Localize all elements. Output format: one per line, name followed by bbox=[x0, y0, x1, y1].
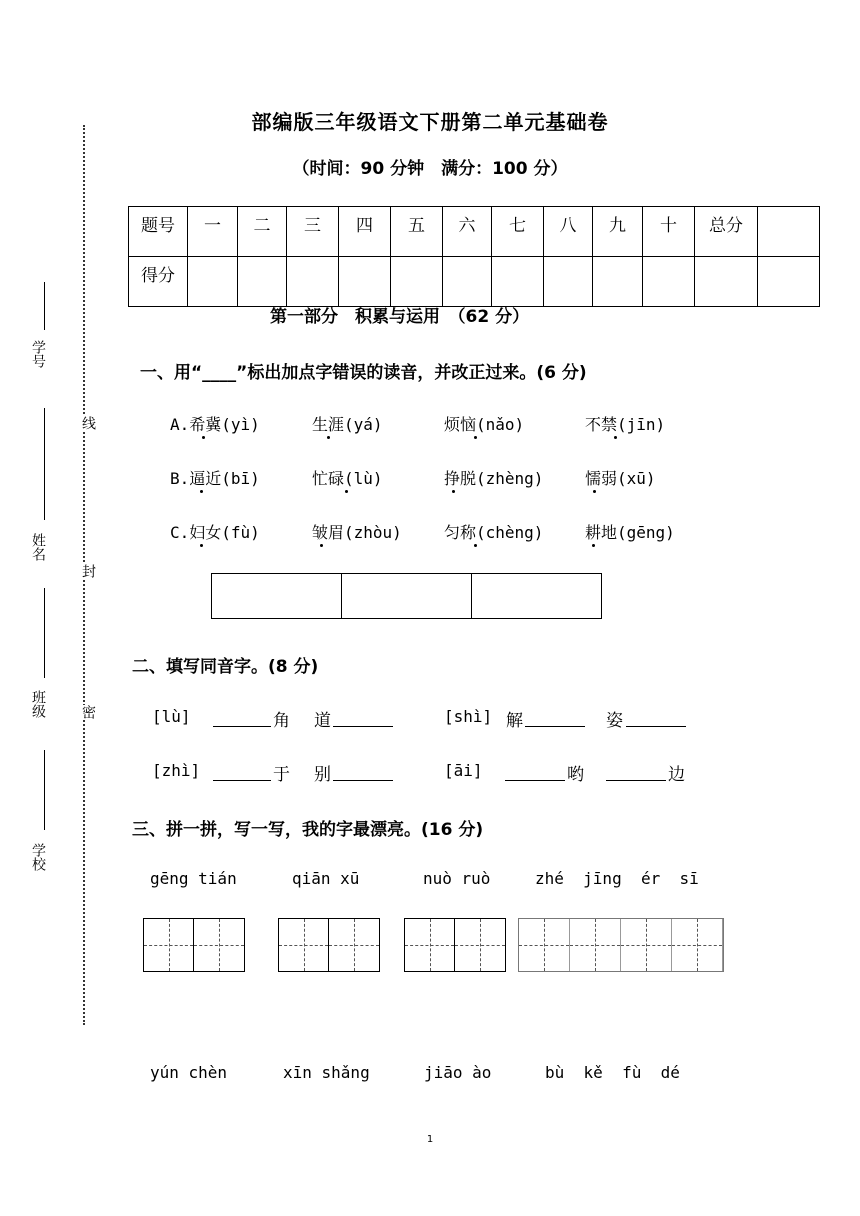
score-input-cell[interactable] bbox=[695, 257, 758, 307]
margin-label-name: 姓名 bbox=[30, 533, 46, 561]
score-input-cell[interactable] bbox=[339, 257, 391, 307]
emphasis-dot bbox=[614, 436, 617, 439]
table-cell: 八 bbox=[544, 207, 593, 257]
writing-grid[interactable] bbox=[278, 918, 380, 972]
table-cell: 四 bbox=[339, 207, 391, 257]
q1-option: 忙碌(lù) bbox=[312, 469, 383, 488]
table-cell: 二 bbox=[238, 207, 287, 257]
q2-char: 解 bbox=[506, 711, 523, 731]
blank-field[interactable] bbox=[606, 762, 666, 781]
q1-option: 挣脱(zhèng) bbox=[444, 469, 544, 488]
margin-label-class: 班级 bbox=[30, 690, 46, 718]
margin-blank-school bbox=[44, 750, 45, 830]
score-input-cell[interactable] bbox=[443, 257, 492, 307]
margin-blank-class bbox=[44, 588, 45, 678]
grid-cell[interactable] bbox=[144, 919, 194, 971]
table-cell: 三 bbox=[287, 207, 339, 257]
emphasis-dot bbox=[200, 490, 203, 493]
table-cell: 得分 bbox=[129, 257, 188, 307]
q1-option: 生涯(yá) bbox=[312, 415, 383, 434]
grid-cell[interactable] bbox=[519, 919, 570, 971]
emphasis-dot bbox=[474, 544, 477, 547]
margin-label-line: 线 bbox=[80, 416, 96, 430]
score-input-cell[interactable] bbox=[188, 257, 238, 307]
score-input-cell[interactable] bbox=[391, 257, 443, 307]
q1-option: 耕地(gēng) bbox=[585, 523, 675, 542]
grid-cell[interactable] bbox=[194, 919, 244, 971]
q1-option: 皱眉(zhòu) bbox=[312, 523, 402, 542]
emphasis-dot bbox=[327, 436, 330, 439]
grid-cell[interactable] bbox=[329, 919, 379, 971]
q2-pinyin: [āi] bbox=[444, 761, 483, 780]
page-number: 1 bbox=[426, 1134, 434, 1145]
table-cell: 九 bbox=[593, 207, 643, 257]
score-input-cell[interactable] bbox=[593, 257, 643, 307]
q1-option: 懦弱(xū) bbox=[585, 469, 656, 488]
table-cell bbox=[758, 207, 820, 257]
emphasis-dot bbox=[202, 436, 205, 439]
part1-title: 第一部分 积累与运用 （62 分） bbox=[270, 307, 530, 327]
blank-field[interactable] bbox=[213, 762, 271, 781]
q3-pinyin: bù kě fù dé bbox=[545, 1063, 680, 1082]
grid-cell[interactable] bbox=[405, 919, 455, 971]
q1-option: C.妇女(fù) bbox=[170, 523, 260, 542]
score-input-cell[interactable] bbox=[758, 257, 820, 307]
q3-pinyin: zhé jīng ér sī bbox=[535, 869, 699, 888]
margin-label-secret: 密 bbox=[80, 705, 96, 719]
blank-field[interactable] bbox=[213, 708, 271, 727]
q1-title: 一、用“____”标出加点字错误的读音，并改正过来。(6 分) bbox=[140, 363, 587, 383]
emphasis-dot bbox=[452, 490, 455, 493]
score-table bbox=[128, 206, 820, 307]
blank-field[interactable] bbox=[333, 762, 393, 781]
emphasis-dot bbox=[345, 490, 348, 493]
blank-field[interactable] bbox=[505, 762, 565, 781]
q1-option: A.希冀(yì) bbox=[170, 415, 260, 434]
writing-grid[interactable] bbox=[404, 918, 506, 972]
q2-title: 二、填写同音字。(8 分) bbox=[132, 657, 319, 677]
q3-pinyin: nuò ruò bbox=[423, 869, 491, 888]
q3-pinyin: yún chèn bbox=[150, 1063, 228, 1082]
margin-label-seal: 封 bbox=[80, 564, 96, 578]
blank-field[interactable] bbox=[626, 708, 686, 727]
q2-char: 姿 bbox=[606, 711, 623, 731]
table-cell: 十 bbox=[643, 207, 695, 257]
q1-option: 烦恼(nǎo) bbox=[444, 415, 525, 434]
writing-grid[interactable] bbox=[518, 918, 724, 972]
q2-char: 角 bbox=[273, 711, 290, 731]
q2-pinyin: [zhì] bbox=[152, 761, 201, 780]
q2-pinyin: [lù] bbox=[152, 707, 191, 726]
answer-cell[interactable] bbox=[212, 574, 342, 618]
q3-pinyin: jiāo ào bbox=[424, 1063, 492, 1082]
grid-cell[interactable] bbox=[621, 919, 672, 971]
grid-cell[interactable] bbox=[279, 919, 329, 971]
writing-grid[interactable] bbox=[143, 918, 245, 972]
q2-char: 道 bbox=[314, 711, 331, 731]
margin-blank-name bbox=[44, 408, 45, 520]
q1-option: 匀称(chèng) bbox=[444, 523, 544, 542]
score-input-cell[interactable] bbox=[287, 257, 339, 307]
score-input-cell[interactable] bbox=[643, 257, 695, 307]
table-cell: 题号 bbox=[129, 207, 188, 257]
table-cell: 五 bbox=[391, 207, 443, 257]
q1-answer-box[interactable] bbox=[211, 573, 602, 619]
grid-cell[interactable] bbox=[455, 919, 505, 971]
page-subtitle: （时间：90 分钟 满分：100 分） bbox=[292, 159, 568, 179]
emphasis-dot bbox=[320, 544, 323, 547]
score-table-header-row bbox=[129, 207, 820, 257]
emphasis-dot bbox=[592, 544, 595, 547]
table-cell: 总分 bbox=[695, 207, 758, 257]
q1-option: 不禁(jīn) bbox=[585, 415, 666, 434]
score-input-cell[interactable] bbox=[544, 257, 593, 307]
table-cell: 一 bbox=[188, 207, 238, 257]
q3-pinyin: qiān xū bbox=[292, 869, 360, 888]
answer-cell[interactable] bbox=[472, 574, 601, 618]
q3-title: 三、拼一拼，写一写，我的字最漂亮。(16 分) bbox=[132, 820, 484, 840]
answer-cell[interactable] bbox=[342, 574, 472, 618]
blank-field[interactable] bbox=[525, 708, 585, 727]
q1-option: B.逼近(bī) bbox=[170, 469, 260, 488]
q2-char: 哟 bbox=[567, 765, 584, 785]
q2-pinyin: [shì] bbox=[444, 707, 493, 726]
grid-cell[interactable] bbox=[570, 919, 621, 971]
q3-pinyin: xīn shǎng bbox=[283, 1063, 370, 1082]
table-cell: 七 bbox=[492, 207, 544, 257]
emphasis-dot bbox=[474, 436, 477, 439]
margin-label-student-number: 学号 bbox=[30, 340, 46, 368]
margin-label-school: 学校 bbox=[30, 843, 46, 871]
grid-cell[interactable] bbox=[672, 919, 723, 971]
q2-char: 于 bbox=[273, 765, 290, 785]
score-input-cell[interactable] bbox=[492, 257, 544, 307]
q2-char: 别 bbox=[314, 765, 331, 785]
page-title: 部编版三年级语文下册第二单元基础卷 bbox=[251, 110, 609, 134]
emphasis-dot bbox=[200, 544, 203, 547]
score-table-score-row bbox=[129, 257, 820, 307]
q3-pinyin: gēng tián bbox=[150, 869, 237, 888]
score-input-cell[interactable] bbox=[238, 257, 287, 307]
table-cell: 六 bbox=[443, 207, 492, 257]
emphasis-dot bbox=[593, 490, 596, 493]
q2-char: 边 bbox=[668, 765, 685, 785]
margin-blank-student-number bbox=[44, 282, 45, 330]
blank-field[interactable] bbox=[333, 708, 393, 727]
